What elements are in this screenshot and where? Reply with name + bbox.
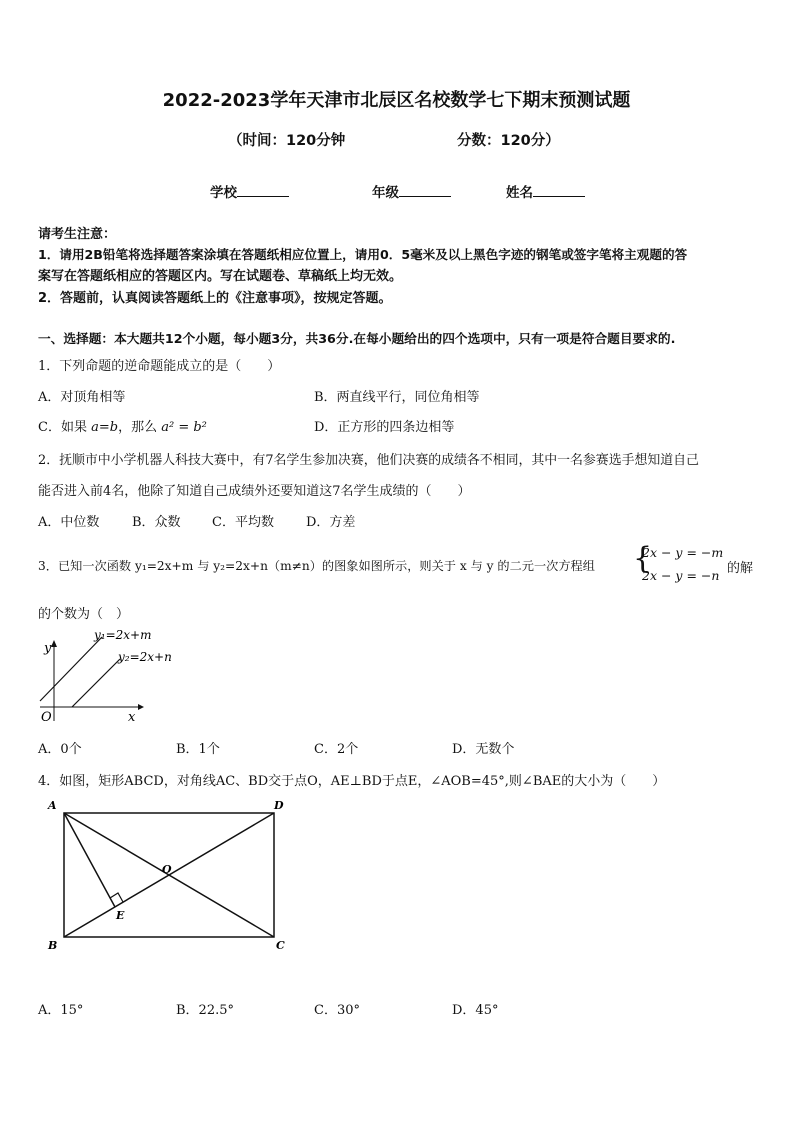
q4-option-b: B．22.5° bbox=[176, 1003, 234, 1018]
q4-stem: 4．如图，矩形ABCD，对角线AC、BD交于点O，AE⊥BD于点E，∠AOB=45°,则∠BAE的大小为（ ） bbox=[38, 774, 666, 789]
page-title: 2022-2023学年天津市北辰区名校数学七下期末预测试题 bbox=[162, 90, 631, 111]
school-field bbox=[210, 181, 289, 201]
q4-option-a: A．15° bbox=[38, 1003, 84, 1018]
q3-line-y2 bbox=[72, 659, 120, 707]
q4-option-c: C．30° bbox=[314, 1003, 360, 1018]
q3-origin-label: O bbox=[41, 710, 52, 725]
q4-label-b: B bbox=[48, 939, 58, 952]
q1-option-c bbox=[38, 416, 207, 435]
q3-option-a: A．0个 bbox=[38, 742, 82, 757]
q1-option-d: D．正方形的四条边相等 bbox=[314, 420, 455, 435]
school-blank bbox=[237, 182, 289, 197]
q3-stem-pre: 3．已知一次函数 y₁=2x+m 与 y₂=2x+n（m≠n）的图象如图所示，则关于 x 与 y 的二元一次方程组 bbox=[38, 559, 595, 573]
q3-option-d: D．无数个 bbox=[452, 742, 515, 757]
q3-line1-label: y₁=2x+m bbox=[94, 628, 152, 642]
grade-field bbox=[372, 181, 451, 201]
q3-graph bbox=[30, 625, 190, 725]
q3-y-label: y bbox=[44, 641, 52, 656]
notice-line-2: 2．答题前，认真阅读答题纸上的《注意事项》，按规定答题。 bbox=[38, 291, 392, 306]
q4-label-o: O bbox=[162, 863, 172, 876]
q1-stem: 1．下列命题的逆命题能成立的是（ ） bbox=[38, 359, 281, 374]
q4-label-a: A bbox=[48, 799, 57, 812]
q2-stem-2: 能否进入前4名，他除了知道自己成绩外还要知道这7名学生成绩的（ ） bbox=[38, 484, 471, 499]
q1-option-c-mid: ，那么 bbox=[118, 420, 158, 435]
q2-option-a: A．中位数 bbox=[38, 515, 100, 530]
name-field bbox=[506, 181, 585, 201]
notice-line-1b: 案写在答题纸相应的答题区内。写在试题卷、草稿纸上均无效。 bbox=[38, 269, 403, 284]
q3-system-brace: { bbox=[633, 541, 653, 576]
q2-option-c: C．平均数 bbox=[212, 515, 274, 530]
name-blank bbox=[533, 182, 585, 197]
section-heading: 一、选择题：本大题共12个小题，每小题3分，共36分.在每小题给出的四个选项中，只有一项是符合题目要求的. bbox=[38, 331, 676, 346]
notice-line-1a: 1．请用2B铅笔将选择题答案涂填在答题纸相应位置上，请用0．5毫米及以上黑色字迹的钢笔或签字笔将主观题的答 bbox=[38, 247, 688, 262]
q4-perpendicular-ae bbox=[64, 813, 115, 907]
q4-label-c: C bbox=[276, 939, 285, 952]
q3-x-label: x bbox=[128, 710, 136, 725]
exam-time: （时间：120分钟 bbox=[228, 133, 346, 149]
q4-label-e: E bbox=[116, 909, 125, 922]
q2-option-b: B．众数 bbox=[132, 515, 181, 530]
q1-option-a: A．对顶角相等 bbox=[38, 390, 126, 405]
q4-option-d: D．45° bbox=[452, 1003, 499, 1018]
q3-stem-2: 的个数为（ ） bbox=[38, 607, 130, 622]
grade-label: 年级 bbox=[372, 185, 399, 201]
q3-line2-label: y₂=2x+n bbox=[118, 650, 172, 664]
name-label: 姓名 bbox=[506, 185, 533, 201]
q1-option-b: B．两直线平行，同位角相等 bbox=[314, 390, 480, 405]
q3-stem-post: 的解 bbox=[727, 561, 754, 576]
q3-option-b: B．1个 bbox=[176, 742, 220, 757]
q1-option-c-eq2: a² = b² bbox=[161, 420, 207, 435]
q3-y-arrow bbox=[51, 640, 57, 647]
grade-blank bbox=[399, 182, 451, 197]
q1-option-c-prefix: C．如果 bbox=[38, 420, 87, 435]
exam-score: 分数：120分） bbox=[457, 133, 560, 149]
q2-stem-1: 2．抚顺市中小学机器人科技大赛中，有7名学生参加决赛，他们决赛的成绩各不相同，其中一名参赛选手想知道自己 bbox=[38, 453, 699, 468]
q3-x-arrow bbox=[138, 704, 144, 710]
q1-option-c-eq1: a=b bbox=[91, 420, 119, 435]
q4-figure bbox=[40, 795, 300, 955]
q3-option-c: C．2个 bbox=[314, 742, 359, 757]
school-label: 学校 bbox=[210, 185, 237, 201]
q3-system-eq2: 2x − y = −n bbox=[642, 568, 720, 583]
q3-system-eq1: 2x − y = −m bbox=[642, 545, 724, 560]
q4-label-d: D bbox=[274, 799, 284, 812]
q2-option-d: D．方差 bbox=[306, 515, 356, 530]
notice-heading: 请考生注意： bbox=[38, 227, 117, 242]
